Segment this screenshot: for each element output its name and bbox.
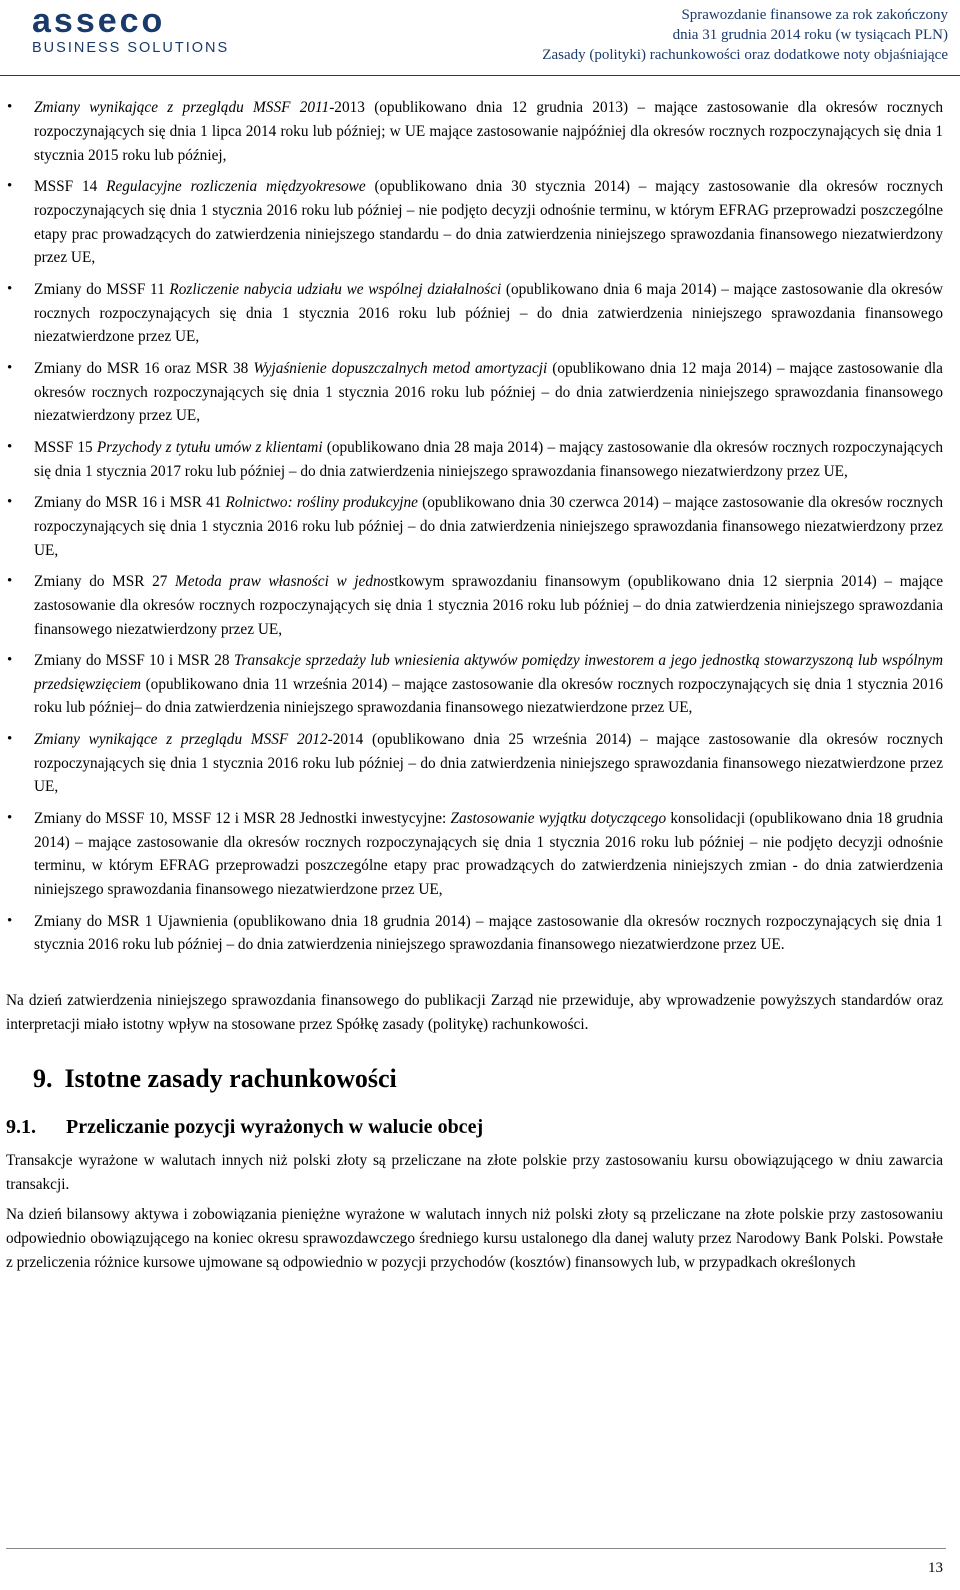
subsection-heading: [0, 1116, 960, 1139]
logo-subtitle: BUSINESS SOLUTIONS: [32, 40, 230, 56]
standards-list: [0, 96, 960, 957]
section-heading: [0, 1064, 960, 1094]
paragraph-2: Na dzień bilansowy aktywa i zobowiązania pieniężne wyrażone w walutach innych niż polski złoty są przeliczane na złote polskie przy zastosowaniu odpowiednio obowiązującego na koniec okresu sprawozdawczego średniego kursu ustalonego dla danej waluty przez Narodowy Bank Polski. Powstałe z przeliczenia różnice kursowe ujmowane są odpowiednio w pozycji przychodów (kosztów) finansowych lub, w przypadkach określonych: [6, 1206, 943, 1271]
company-logo: [32, 4, 229, 56]
paragraph-1: Transakcje wyrażone w walutach innych niż polski złoty są przeliczane na złote polskie przy zastosowaniu kursu obowiązującego w dniu zawarcia transakcji.: [6, 1152, 943, 1194]
italic-text: Zastosowanie wyjątku dotyczącego: [450, 809, 667, 827]
text: konsolidacji (opublikowano dnia 18 grudnia 2014) – mające zastosowanie dla okresów rocznych rozpoczynających się dnia 1 stycznia 2016 roku lub później – nie podjęto decyzji odnośnie terminu, w którym EFRAG przeprowadzi poszczególne etapy prac prowadzących do zatwierdzenia niniejszych zmian - do dnia zatwierdzenia niniejszego sprawozdania finansowego niezatwierdzone przez UE,: [34, 809, 943, 899]
italic-text: Rozliczenie nabycia udziału we wspólnej działalności: [169, 280, 502, 298]
page-number: 13: [928, 1560, 943, 1576]
italic-text: Transakcje sprzedaży lub wniesienia aktywów pomiędzy inwestorem a jego jednostką stowarzyszoną lub wspólnym przedsięwzięciem: [34, 651, 943, 693]
text: (opublikowano dnia 30 czerwca 2014) – mające zastosowanie dla okresów rocznych rozpoczynających się dnia 1 stycznia 2016 roku lub później – do dnia zatwierdzenia niniejszego sprawozdania finansowego niezatwierdzony przez UE,: [34, 493, 943, 559]
list-item: [0, 491, 960, 562]
text: -2014 (opublikowano dnia 25 września 2014) – mające zastosowanie dla okresów rocznych rozpoczynających się dnia 1 stycznia 2016 roku lub później – do dnia zatwierdzenia niniejszego sprawozdania finansowego niezatwierdzone przez UE,: [34, 730, 944, 796]
text: Zmiany do MSSF 10 i MSR 28: [34, 651, 234, 669]
list-item: [0, 649, 960, 720]
closing-paragraph: Na dzień zatwierdzenia niniejszego sprawozdania finansowego do publikacji Zarząd nie przewiduje, aby wprowadzenie powyższych standardów oraz interpretacji miało istotny wpływ na stosowane przez Spółkę zasady (politykę) rachunkowości.: [6, 991, 943, 1033]
footer-divider: [6, 1548, 946, 1549]
text: Zmiany do MSSF 10, MSSF 12 i MSR 28 Jednostki inwestycyjne:: [34, 809, 451, 827]
text: (opublikowano dnia 28 maja 2014) – mający zastosowanie dla okresów rocznych rozpoczynających się dnia 1 stycznia 2017 roku lub później – do dnia zatwierdzenia niniejszego sprawozdania finansowego niezatwierdzony przez UE,: [34, 438, 943, 480]
text: Zmiany do MSR 16 oraz MSR 38: [34, 359, 254, 377]
text: tkowym sprawozdaniu finansowym (opublikowano dnia 12 sierpnia 2014) – mające zastosowanie dla okresów rocznych rozpoczynających się dnia 1 stycznia 2016 roku lub później – do dnia zatwierdzenia niniejszego sprawozdania finansowego niezatwierdzony przez UE,: [34, 572, 944, 638]
text: (opublikowano dnia 11 września 2014) – mające zastosowanie dla okresów rocznych rozpoczynających się dnia 1 stycznia 2016 roku lub później– do dnia zatwierdzenia niniejszego sprawozdania finansowego niezatwierdzone przez UE,: [34, 675, 943, 717]
italic-text: Zmiany wynikające z przeglądu MSSF 2012: [34, 730, 328, 748]
list-item: [0, 728, 960, 799]
header-divider: [0, 75, 960, 76]
text: (opublikowano dnia 30 stycznia 2014) – mający zastosowanie dla okresów rocznych rozpoczynających się dnia 1 stycznia 2016 roku lub później – nie podjęto decyzji odnośnie terminu, w którym EFRAG przeprowadzi poszczególne etapy prac prowadzących do zatwierdzenia niniejszego standardu – do dnia zatwierdzenia niniejszego sprawozdania finansowego niezatwierdzony przez UE,: [34, 177, 943, 267]
header-line-2: dnia 31 grudnia 2014 roku (w tysiącach PLN): [672, 27, 948, 43]
text: -2013 (opublikowano dnia 12 grudnia 2013) – mające zastosowanie dla okresów rocznych rozpoczynających się dnia 1 lipca 2014 roku lub później; w UE mające zastosowanie najpóźniej dla okresów rocznych rozpoczynających się dnia 1 stycznia 2015 roku lub później,: [34, 99, 943, 164]
list-item: [0, 357, 960, 428]
text: Zmiany do MSR 16 i MSR 41: [34, 493, 226, 511]
header-line-3: Zasady (polityki) rachunkowości oraz dodatkowe noty objaśniające: [542, 47, 948, 63]
section-title: Istotne zasady rachunkowości: [64, 1064, 397, 1094]
italic-text: Przychody z tytułu umów z klientami: [96, 438, 323, 456]
list-item: [0, 570, 960, 641]
italic-text: Zmiany wynikające z przeglądu MSSF 2011: [34, 99, 330, 116]
italic-text: Regulacyjne rozliczenia międzyokresowe: [106, 177, 366, 195]
italic-text: Metoda praw własności w jednos: [175, 572, 395, 590]
text: Zmiany do MSR 1 Ujawnienia (opublikowano dnia 18 grudnia 2014) – mające zastosowanie dla okresów rocznych rozpoczynających się dnia 1 stycznia 2016 roku lub później – do dnia zatwierdzenia niniejszego sprawozdania finansowego niezatwierdzone przez UE.: [34, 912, 943, 954]
section-number: 9.: [33, 1064, 53, 1094]
document-body: [0, 96, 960, 1274]
header-title-block: [542, 5, 948, 65]
italic-text: Rolnictwo: rośliny produkcyjne: [225, 493, 418, 511]
subsection-title: Przeliczanie pozycji wyrażonych w walucie obcej: [66, 1116, 484, 1139]
text: MSSF 15: [34, 438, 97, 456]
list-item: [0, 175, 960, 270]
text: MSSF 14: [34, 177, 107, 195]
text: Zmiany do MSSF 11: [34, 280, 170, 298]
page-header: [0, 0, 960, 80]
text: (opublikowano dnia 12 maja 2014) – mające zastosowanie dla okresów rocznych rozpoczynających się dnia 1 stycznia 2016 roku lub później – do dnia zatwierdzenia niniejszego sprawozdania finansowego niezatwierdzony przez UE,: [34, 359, 943, 425]
list-item: [0, 807, 960, 902]
list-item: [0, 436, 960, 484]
text: Zmiany do MSR 27: [34, 572, 176, 590]
list-item: [0, 278, 960, 349]
list-item: [0, 910, 960, 958]
logo-wordmark: asseco: [32, 2, 166, 40]
text: (opublikowano dnia 6 maja 2014) – mające zastosowanie dla okresów rocznych rozpoczynających się dnia 1 stycznia 2016 roku lub później – do dnia zatwierdzenia niniejszego sprawozdania finansowego niezatwierdzone przez UE,: [34, 280, 943, 346]
header-line-1: Sprawozdanie finansowe za rok zakończony: [681, 7, 948, 23]
list-item: [0, 96, 960, 167]
italic-text: Wyjaśnienie dopuszczalnych metod amortyzacji: [253, 359, 548, 377]
subsection-number: 9.1.: [6, 1116, 36, 1139]
